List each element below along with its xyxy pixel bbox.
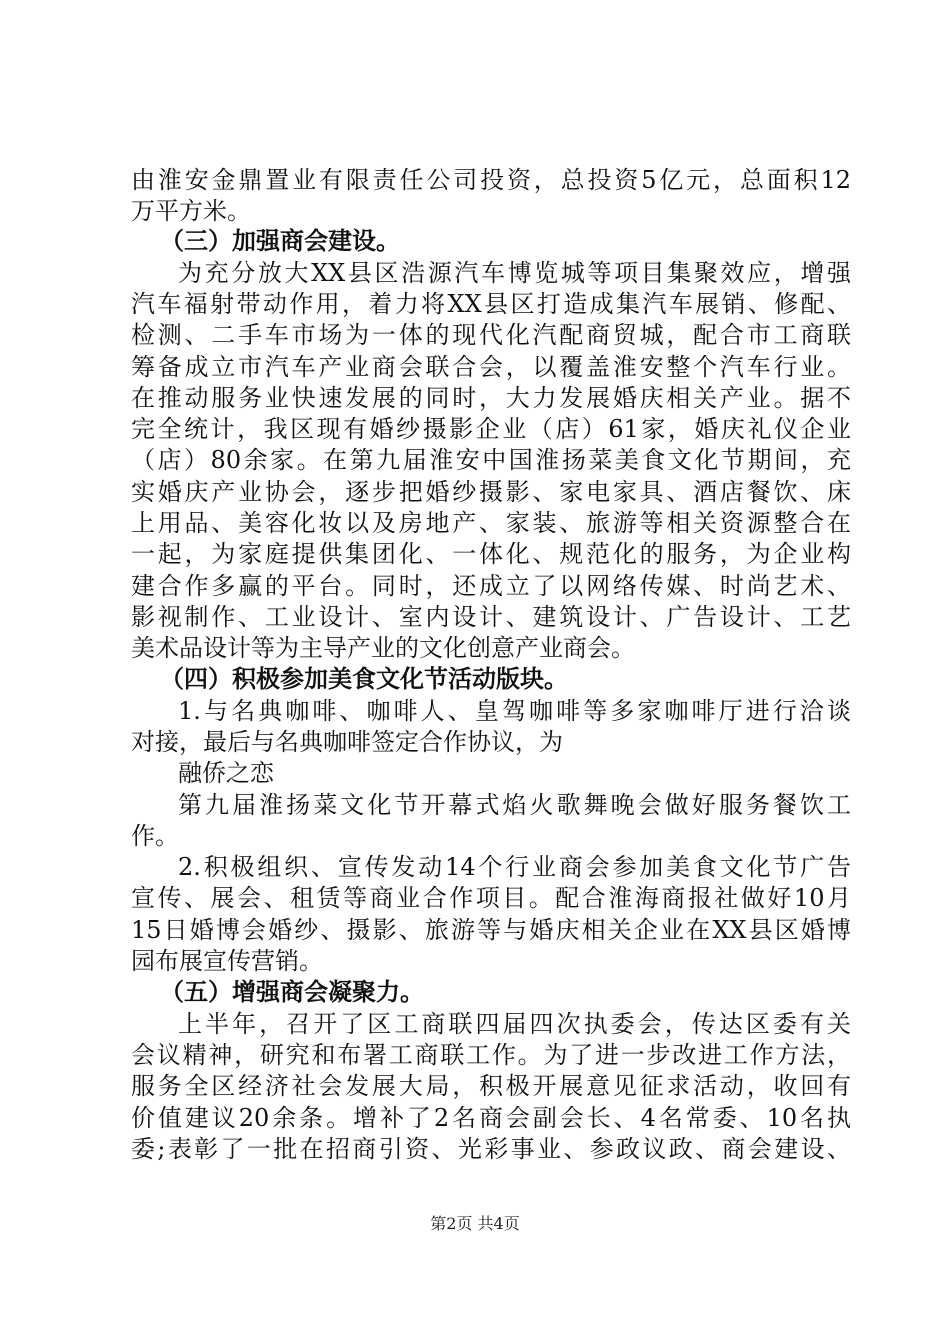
body-text-line: 检测、二手车市场为一体的现代化汽配商贸城，配合市工商联 [131, 321, 851, 349]
body-text-line: 一起，为家庭提供集团化、一体化、规范化的服务，为企业构 [131, 540, 851, 568]
section-heading: （五）增强商会凝聚力。 [160, 978, 424, 1006]
body-text-line: 上半年，召开了区工商联四届四次执委会，传达区委有关 [178, 1010, 851, 1038]
body-text-line: 第九届淮扬菜文化节开幕式焰火歌舞晚会做好服务餐饮工 [178, 791, 851, 819]
section-heading: （三）加强商会建设。 [160, 227, 400, 255]
body-text-line: 价值建议20余条。增补了2名商会副会长、4名常委、10名执 [131, 1104, 851, 1132]
body-text-line: 上用品、美容化妆以及房地产、家装、旅游等相关资源整合在 [131, 509, 851, 537]
body-text-line: 为充分放大XX县区浩源汽车博览城等项目集聚效应，增强 [178, 259, 851, 287]
body-text-line: 服务全区经济社会发展大局，积极开展意见征求活动，收回有 [131, 1072, 851, 1100]
body-text-line: 由淮安金鼎置业有限责任公司投资，总投资5亿元，总面积12 [131, 166, 851, 194]
body-text-line: 会议精神，研究和布署工商联工作。为了进一步改进工作方法， [131, 1041, 851, 1069]
body-text-line: 园布展宣传营销。 [131, 947, 323, 975]
body-text-line: 实婚庆产业协会，逐步把婚纱摄影、家电家具、酒店餐饮、床 [131, 478, 851, 506]
body-text-line: 1.与名典咖啡、咖啡人、皇驾咖啡等多家咖啡厅进行洽谈 [178, 697, 851, 725]
body-text-line: 在推动服务业快速发展的同时，大力发展婚庆相关产业。据不 [131, 384, 851, 412]
body-text-line: 建合作多赢的平台。同时，还成立了以网络传媒、时尚艺术、 [131, 572, 851, 600]
body-text-line: 万平方米。 [131, 197, 251, 225]
body-text-line: 完全统计，我区现有婚纱摄影企业（店）61家，婚庆礼仪企业 [131, 415, 851, 443]
body-text-line: 委;表彰了一批在招商引资、光彩事业、参政议政、商会建设、 [131, 1135, 851, 1163]
body-text-line: 15日婚博会婚纱、摄影、旅游等与婚庆相关企业在XX县区婚博 [131, 916, 851, 944]
body-text-line: 影视制作、工业设计、室内设计、建筑设计、广告设计、工艺 [131, 603, 851, 631]
body-text-line: 美术品设计等为主导产业的文化创意产业商会。 [131, 634, 635, 662]
body-text-line: 作。 [131, 822, 179, 850]
body-text-line: 宣传、展会、租赁等商业合作项目。配合淮海商报社做好10月 [131, 884, 851, 912]
body-text-line: 2.积极组织、宣传发动14个行业商会参加美食文化节广告 [178, 853, 851, 881]
body-text-line: 融侨之恋 [178, 759, 274, 787]
body-text-line: 筹备成立市汽车产业商会联合会，以覆盖淮安整个汽车行业。 [131, 353, 851, 381]
body-text-line: 对接，最后与名典咖啡签定合作协议，为 [131, 728, 563, 756]
body-text-line: 汽车福射带动作用，着力将XX县区打造成集汽车展销、修配、 [131, 290, 851, 318]
section-heading: （四）积极参加美食文化节活动版块。 [160, 665, 568, 693]
page-footer: 第2页 共4页 [430, 1214, 520, 1233]
body-text-line: （店）80余家。在第九届淮安中国淮扬菜美食文化节期间，充 [131, 446, 851, 474]
